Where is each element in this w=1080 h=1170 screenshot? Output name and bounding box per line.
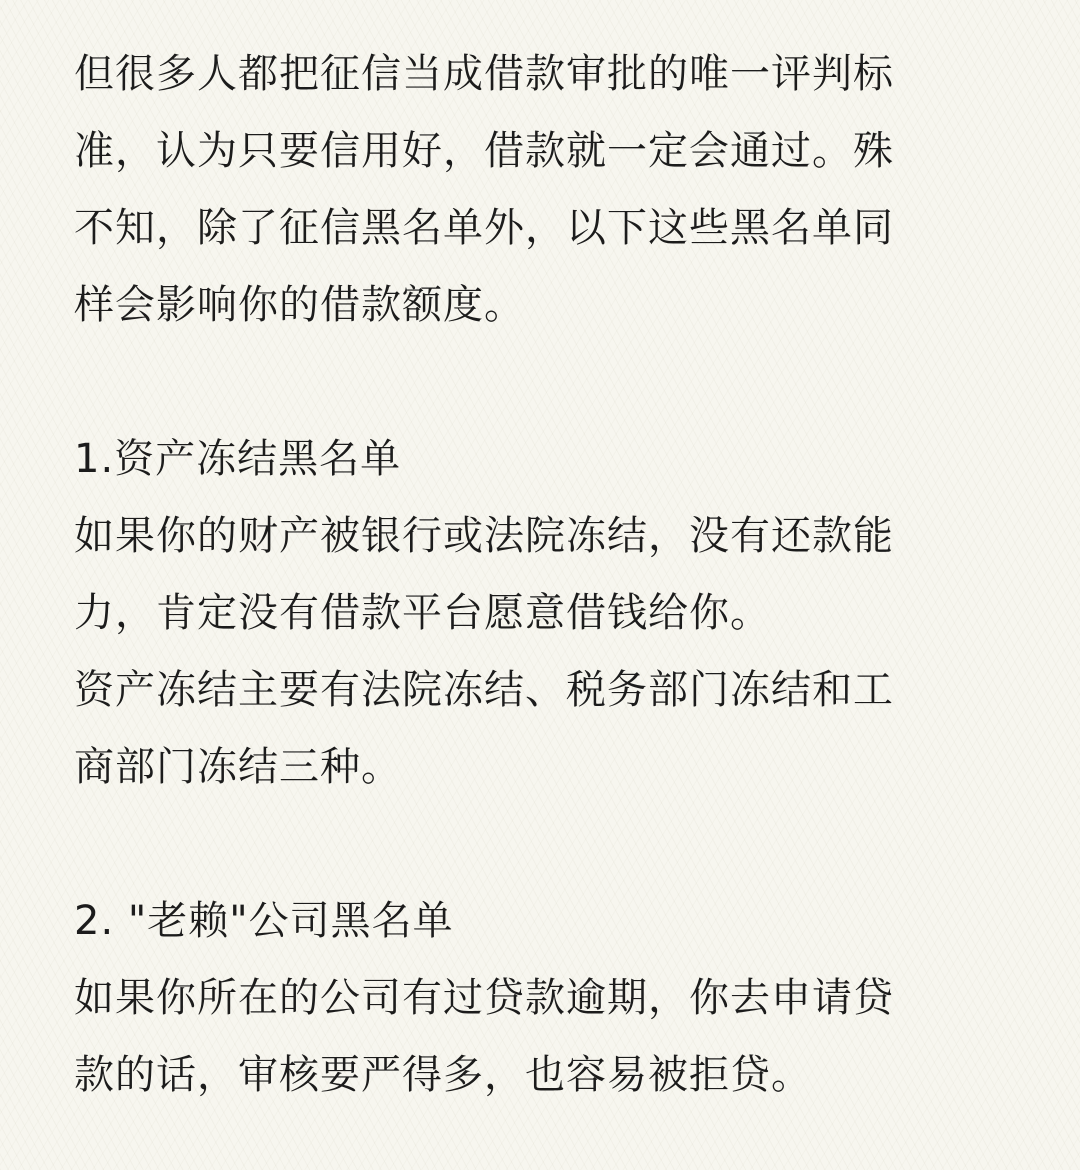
section-body-line: 款的话，审核要严得多，也容易被拒贷。 [74,1052,812,1098]
intro-line: 样会影响你的借款额度。 [74,282,525,328]
intro-line: 准，认为只要信用好，借款就一定会通过。殊 [74,128,894,174]
section-body-line: 力，肯定没有借款平台愿意借钱给你。 [74,590,771,636]
paragraph-spacer [74,344,1020,421]
section-body-line: 商部门冻结三种。 [74,744,402,790]
intro-line: 但很多人都把征信当成借款审批的唯一评判标 [74,51,894,97]
section-body-line: 如果你的财产被银行或法院冻结，没有还款能 [74,513,894,559]
intro-line: 不知，除了征信黑名单外，以下这些黑名单同 [74,205,894,251]
section-heading-asset-freeze: 1.资产冻结黑名单 [74,436,402,482]
section-heading-laolai-company: 2. "老赖"公司黑名单 [74,898,454,944]
paragraph-spacer [74,806,1020,883]
section-body-line: 资产冻结主要有法院冻结、税务部门冻结和工 [74,667,894,713]
section-body-line: 如果你所在的公司有过贷款逾期，你去申请贷 [74,975,894,1021]
